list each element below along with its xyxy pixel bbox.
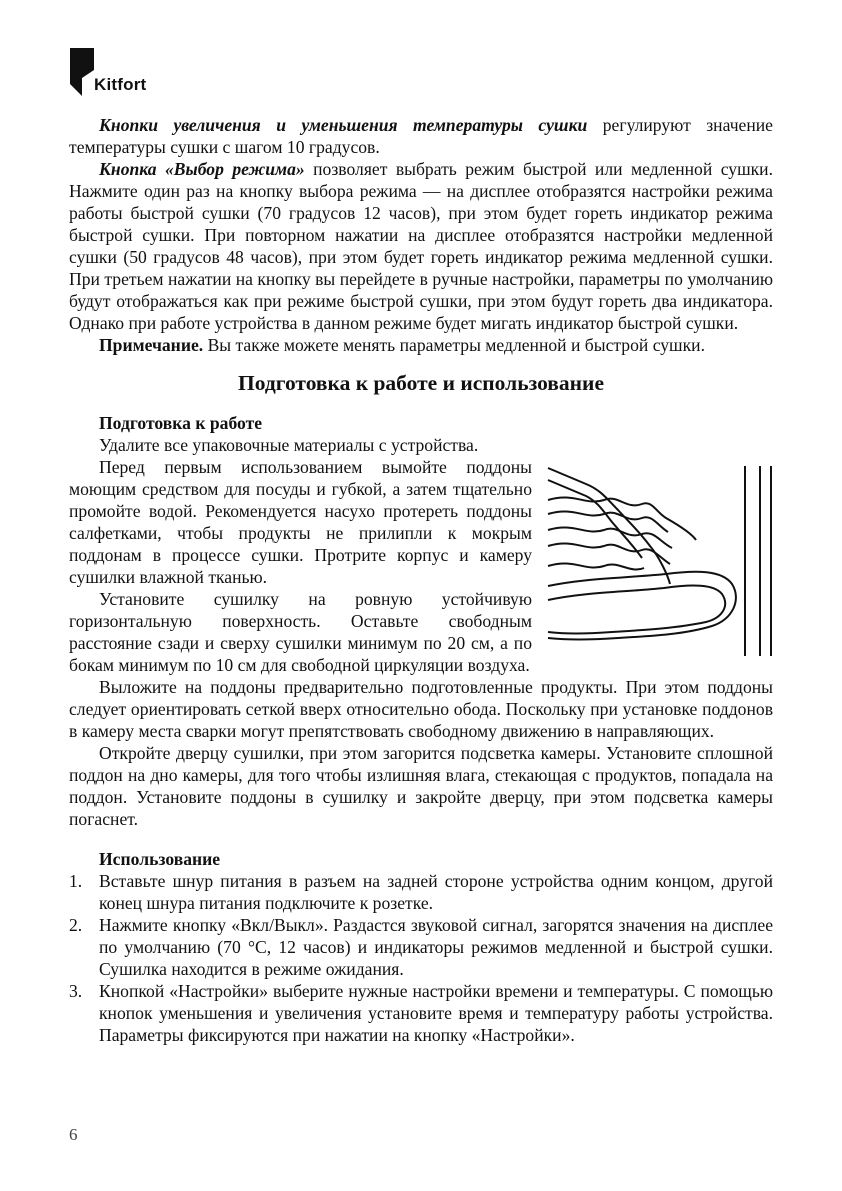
page-number: 6 <box>69 1125 78 1144</box>
section-title: Подготовка к работе и использование <box>238 371 604 395</box>
prep-paragraph-5: Откройте дверцу сушилки, при этом загорится подсветка камеры. Установите сплошной поддон на дно камеры, для того чтобы излишняя влага, стекающая с продуктов, попадала на поддон. Установите поддоны в сушилку и закройте дверцу, при этом подсветка камеры погаснет. <box>69 743 773 829</box>
intro-paragraph-temp-buttons <box>69 114 773 158</box>
usage-item-text: Кнопкой «Настройки» выберите нужные настройки времени и температуры. С помощью кнопок уменьшения и увеличения установите время и температуру работы устройства. Параметры фиксируются при нажатии на кнопку «Настройки». <box>99 981 773 1045</box>
brand-logo <box>70 48 170 96</box>
section-spacer <box>69 830 773 848</box>
prep-heading: Подготовка к работе <box>99 413 263 433</box>
note-label: Примечание. <box>99 335 204 355</box>
prep-paragraph-3: Установите сушилку на ровную устойчивую горизонтальную поверхность. Оставьте свободным расстояние сзади и сверху сушилки минимум по 20 см, а по бокам минимум по 10 см для свободной циркуляции воздуха. <box>69 589 532 675</box>
usage-list-item <box>69 914 773 980</box>
usage-list-item <box>69 980 773 1046</box>
usage-item-text: Нажмите кнопку «Вкл/Выкл». Раздастся звуковой сигнал, загорятся значения на дисплее по умолчанию (70 °C, 12 часов) и индикаторы режимов медленной и быстрой сушки. Сушилка находится в режиме ожидания. <box>99 915 773 979</box>
brand-name: Kitfort <box>94 75 147 94</box>
usage-item-number: 3. <box>69 981 83 1001</box>
prep-paragraph-2: Перед первым использованием вымойте поддоны моющим средством для посуды и губкой, а затем тщательно промойте водой. Рекомендуется насухо протереть поддоны салфетками, чтобы продукты не прилипли к мокрым поддонам в процессе сушки. Протрите корпус и камеру сушилки влажной тканью. <box>69 457 532 587</box>
intro-p1-bold: Кнопки увеличения и уменьшения температуры сушки <box>99 115 588 135</box>
prep-paragraph-1: Удалите все упаковочные материалы с устройства. <box>99 435 479 455</box>
page-content <box>69 114 773 1046</box>
intro-p2-text: позволяет выбрать режим быстрой или медленной сушки. Нажмите один раз на кнопку выбора режима — на дисплее отобразятся настройки режима работы быстрой сушки (70 градусов 12 часов), при этом будет гореть индикатор режима быстрой сушки. При повторном нажатии на дисплее отобразятся настройки медленной сушки (50 градусов 48 часов), при этом будет гореть индикатор режима медленной сушки. При третьем нажатии на кнопку вы перейдете в ручные настройки, параметры по умолчанию будут отображаться как при режиме быстрой сушки, при этом будут гореть два индикатора. Однако при работе устройства в данном режиме будет мигать индикатор быстрой сушки. <box>69 159 773 333</box>
prep-paragraph-4: Выложите на поддоны предварительно подготовленные продукты. При этом поддоны следует ориентировать сеткой вверх относительно обода. Поскольку при установке поддонов в камеру места сварки могут препятствовать свободному движению в направляющих. <box>69 677 773 741</box>
note-text: Вы также можете менять параметры медленной и быстрой сушки. <box>203 335 705 355</box>
usage-item-text: Вставьте шнур питания в разъем на задней стороне устройства одним концом, другой конец шнура питания подключите к розетке. <box>99 871 773 913</box>
usage-item-number: 1. <box>69 871 83 891</box>
tray-illustration <box>546 466 773 656</box>
intro-p2-bold: Кнопка «Выбор режима» <box>99 159 305 179</box>
usage-list-item <box>69 870 773 914</box>
usage-item-number: 2. <box>69 915 83 935</box>
usage-heading: Использование <box>99 849 221 869</box>
usage-list <box>69 870 773 1046</box>
intro-p1-text: регулируют значение температуры сушки с шагом 10 градусов. <box>69 115 773 157</box>
intro-note <box>69 334 773 356</box>
intro-paragraph-mode-button <box>69 158 773 334</box>
prep-wrap-block <box>69 456 773 742</box>
kitfort-logo-icon <box>70 48 94 96</box>
